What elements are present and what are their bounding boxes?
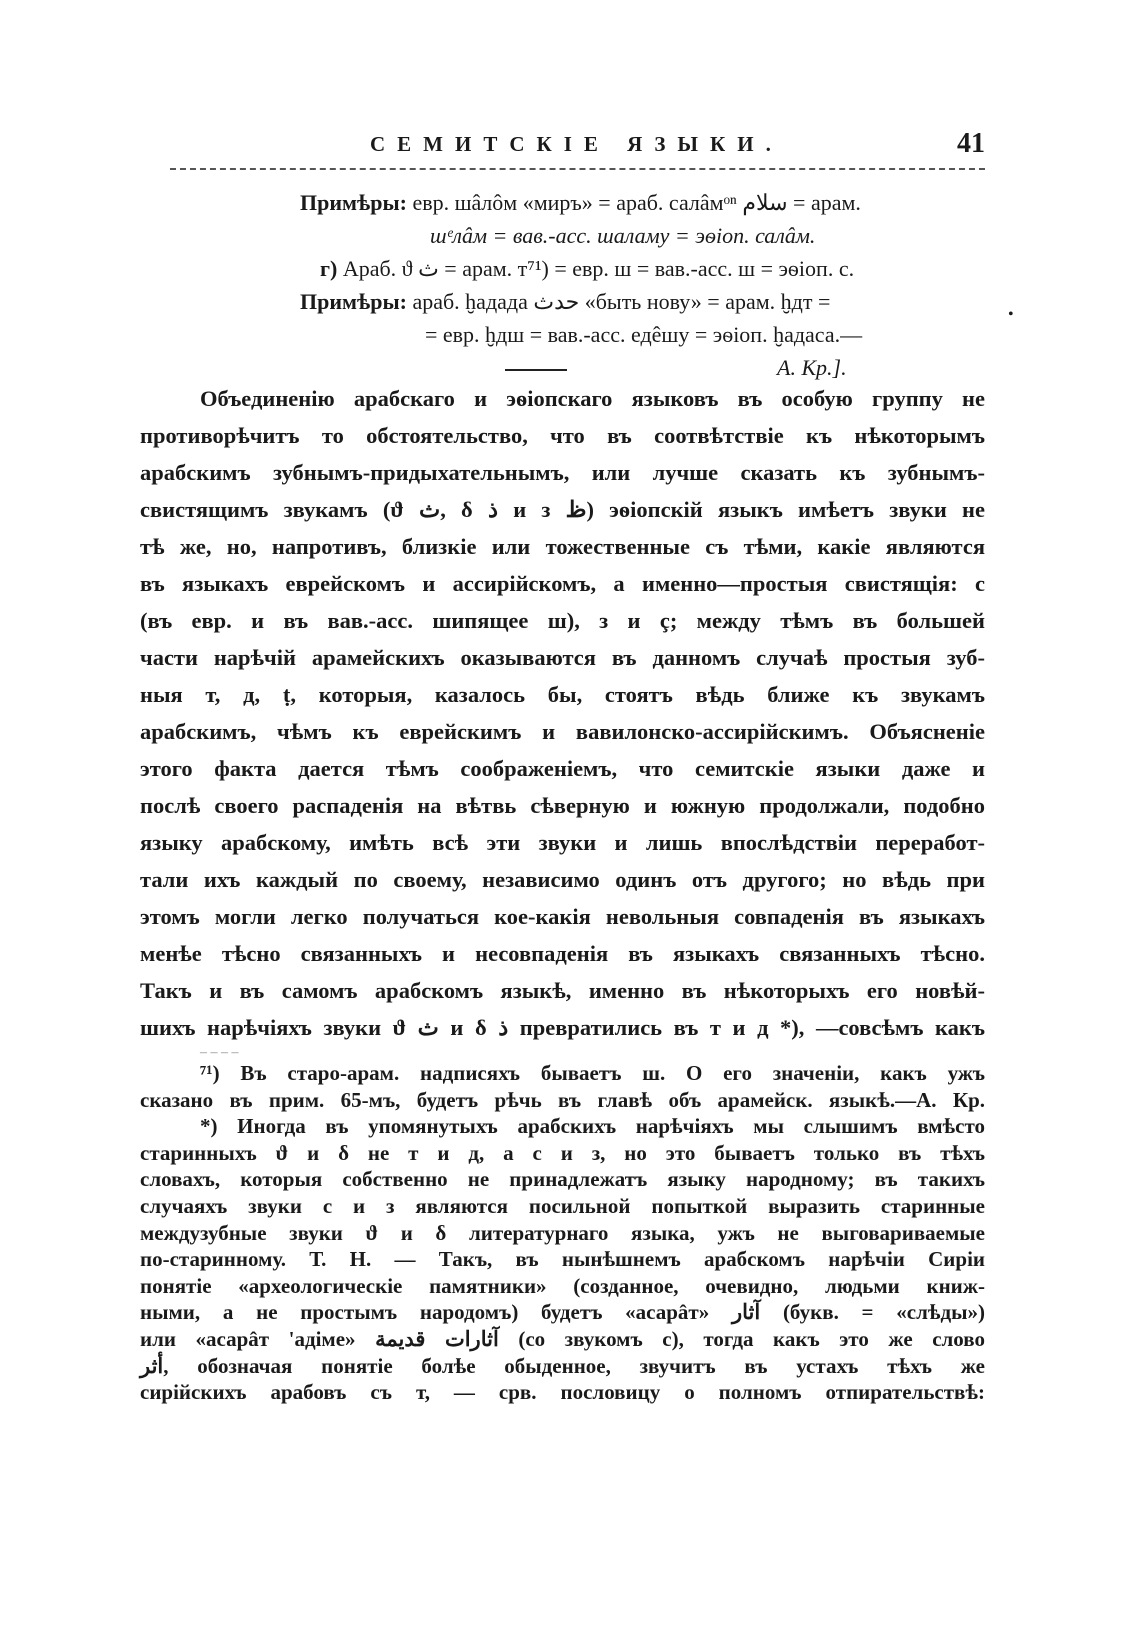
footnote-line: ⁷¹) Въ старо-арам. надписяхъ бываетъ ш. О его значеніи, какъ ужъ — [200, 1061, 985, 1085]
example-line — [300, 219, 1000, 252]
example-label: г) — [320, 256, 338, 281]
example-label: Примѣры: — [300, 190, 407, 215]
text-line: тали ихъ каждый по своему, независимо одинъ отъ другого; но вѣдь при — [140, 867, 985, 892]
examples-block — [300, 186, 1000, 384]
text-line: этого факта дается тѣмъ соображеніемъ, что семитскіе языки даже и — [140, 756, 985, 781]
footnote-line: старинныхъ ϑ и δ не т и д, а с и з, но это бываетъ только въ тѣхъ — [140, 1140, 985, 1165]
example-text: евр. шâлôм «миръ» = араб. салâмᵒⁿ سلام = арам. — [412, 190, 861, 215]
text-line: Объединенію арабскаго и эѳіопскаго языковъ въ особую группу не — [200, 386, 985, 411]
text-line: языку арабскому, имѣть всѣ эти звуки и лишь впослѣдствіи переработ- — [140, 830, 985, 855]
footnote-line: ными, а не простымъ народомъ) будетъ «асарâт» آثار (букв. = «слѣды») — [140, 1300, 985, 1325]
text-line: арабскимъ зубнымъ-придыхательнымъ, или лучше сказать къ зубнымъ- — [140, 460, 985, 485]
example-line — [300, 285, 1000, 318]
example-text: Араб. ϑ ث = арам. т⁷¹) = евр. ш = вав.-асс. ш = эѳіоп. с. — [342, 256, 855, 281]
example-line — [300, 252, 1000, 285]
example-line — [300, 186, 1000, 219]
example-line — [300, 318, 1000, 351]
text-line: шихъ нарѣчіяхъ звуки ϑ ث и δ ذ превратились въ т и д *), —совсѣмъ какъ — [140, 1015, 985, 1040]
example-text: араб. ḫадада حدث «быть нову» = арам. ḫдт = — [412, 289, 831, 314]
footnote-line: словахъ, которыя собственно не принадлежатъ языку народному; въ такихъ — [140, 1167, 985, 1192]
text-line: (въ евр. и въ вав.-асс. шипящее ш), з и ç; между тѣмъ въ большей — [140, 608, 985, 633]
footnote-line: أثر, обозначая понятіе болѣе обыденное, звучитъ въ устахъ тѣхъ же — [140, 1353, 985, 1378]
text-line: тѣ же, но, напротивъ, близкіе или тожественные съ тѣми, какіе являются — [140, 534, 985, 559]
footnote-line: междузубные звуки ϑ и δ литературнаго языка, ужъ не выговариваемые — [140, 1220, 985, 1245]
example-text: шᵉлâм = вав.-асс. шаламу = эѳіоп. салâм. — [430, 223, 816, 248]
footnote-line: сирійскихъ арабовъ съ т, — срв. пословицу о полномъ отпирательствѣ: — [140, 1380, 985, 1405]
text-line: части нарѣчій арамейскихъ оказываются въ данномъ случаѣ простыя зуб- — [140, 645, 985, 670]
footnote-line: *) Иногда въ упомянутыхъ арабскихъ нарѣчіяхъ мы слышимъ вмѣсто — [200, 1114, 985, 1139]
main-paragraph — [140, 380, 985, 1046]
footnote-line: случаяхъ звуки с и з являются посильной попыткой выразить старинные — [140, 1193, 985, 1218]
page-header — [170, 128, 985, 164]
header-divider — [170, 168, 985, 170]
text-line: противорѣчитъ то обстоятельство, что въ соотвѣтствіе къ нѣкоторымъ — [140, 423, 985, 448]
footnote-line: по-старинному. Т. Н. — Такъ, въ нынѣшнемъ арабскомъ нарѣчіи Сиріи — [140, 1247, 985, 1272]
margin-dot: • — [1008, 306, 1014, 323]
running-title: СЕМИТСКІЕ ЯЗЫКИ. — [370, 132, 783, 156]
text-line: ныя т, д, ṭ, которыя, казалось бы, стоятъ вѣдь ближе къ звукамъ — [140, 682, 985, 707]
text-line: арабскимъ, чѣмъ къ еврейскимъ и вавилонско-ассирійскимъ. Объясненіе — [140, 719, 985, 744]
text-line: Такъ и въ самомъ арабскомъ языкѣ, именно въ нѣкоторыхъ его новѣй- — [140, 978, 985, 1003]
text-line: послѣ своего распаденія на вѣтвь сѣверную и южную продолжали, подобно — [140, 793, 985, 818]
short-rule — [505, 369, 567, 371]
text-line: этомъ могли легко получаться кое-какія невольныя совпаденія въ языкахъ — [140, 904, 985, 929]
text-line: въ языкахъ еврейскомъ и ассирійскомъ, а именно—простыя свистящія: с — [140, 571, 985, 596]
page-number: 41 — [957, 128, 985, 159]
example-label: Примѣры: — [300, 289, 407, 314]
footnote-separator: – – – – — [200, 1045, 239, 1060]
example-text: = евр. ḫдш = вав.-асс. едêшу = эѳіоп. ḫадаса.— — [425, 322, 863, 347]
footnote-line: или «асарâт 'адіме» آثارات قديمة (со звукомъ с), тогда какъ это же слово — [140, 1326, 985, 1351]
text-line: свистящимъ звукамъ (ϑ ث, δ ذ и з ظ) эѳіопскій языкъ имѣетъ звуки не — [140, 497, 985, 522]
footnotes-block — [140, 1060, 985, 1406]
footnote-line: понятіе «археологическіе памятники» (созданное, очевидно, людьми книж- — [140, 1273, 985, 1298]
text-line: менѣе тѣсно связанныхъ и несовпаденія въ языкахъ связанныхъ тѣсно. — [140, 941, 985, 966]
example-text: А. Кр.]. — [777, 355, 847, 380]
footnote-line: сказано въ прим. 65-мъ, будетъ рѣчь въ главѣ объ арамейск. языкѣ.—А. Кр. — [140, 1087, 985, 1112]
